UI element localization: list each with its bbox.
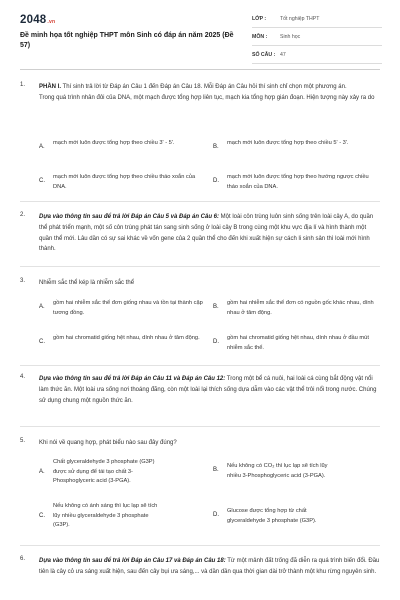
question-divider <box>20 545 380 546</box>
question-divider <box>20 365 380 366</box>
meta-key: MÔN : <box>252 33 268 40</box>
option-line: Nếu không có CO₂ thì lục lạp sẽ tích lũy <box>227 463 328 469</box>
document-title: Đề minh họa tốt nghiệp THPT môn Sinh có đáp án năm 2025 (Đề 57) <box>20 32 234 49</box>
option-text: gồm hai nhiễm sắc thể đơn giống nhau và tồn tại thành cặp tương đồng. <box>53 300 203 316</box>
option-line: (G3P). <box>53 522 70 528</box>
question-number: 2. <box>20 212 26 218</box>
option-letter: D. <box>213 339 219 345</box>
header-divider <box>20 69 380 70</box>
meta-key: LỚP : <box>252 15 267 22</box>
question-text <box>39 374 380 406</box>
document-header <box>0 0 400 68</box>
option-letter: A. <box>39 468 45 475</box>
meta-value: 47 <box>280 51 286 58</box>
question-number: 1. <box>20 82 26 88</box>
meta-key: SỐ CÂU : <box>252 51 276 58</box>
question-number: 3. <box>20 278 26 284</box>
option-line: được sử dụng để tái tạo chất 3- <box>53 468 133 475</box>
option-letter: C. <box>39 178 45 184</box>
option-text: mạch mới luôn được tổng hợp theo chiều tháo xoắn của DNA. <box>53 174 196 190</box>
option-line: Chất glyceraldehyde 3 phosphate (G3P) <box>53 459 155 465</box>
option-letter: D. <box>213 178 219 184</box>
question-text <box>39 212 380 255</box>
logo-text: 2048 <box>20 14 47 26</box>
option-line: Phosphoglyceric acid (3-PGA). <box>53 478 131 484</box>
question-3 <box>20 278 382 368</box>
option-text: mạch mới luôn được tổng hợp theo hướng ngược chiều tháo xoắn của DNA. <box>227 174 369 190</box>
question-divider <box>20 266 380 267</box>
question-5 <box>20 438 382 548</box>
question-1 <box>20 82 382 200</box>
question-stem: Trong quá trình nhân đôi của DNA, một mạch được tổng hợp liên tục, mạch kia tổng hợp gián đoạn. Hiện tượng này xảy ra do <box>39 94 375 101</box>
question-number: 4. <box>20 374 26 380</box>
question-divider <box>20 201 380 202</box>
question-lead: Dựa vào thông tin sau để trả lời Đáp án Câu 11 và Đáp án Câu 12: <box>39 376 226 382</box>
question-stem: Khi nói về quang hợp, phát biểu nào sau đây đúng? <box>39 440 177 446</box>
question-text <box>39 82 380 104</box>
option-line: Glucose được tổng hợp từ chất <box>227 508 307 514</box>
question-text <box>39 438 380 449</box>
question-body: Từ một mảnh đất trống đã diễn ra quá trình biến đổi. Đầu tiên là cây cỏ ưa sáng xuất hiện, sau đến cây bụi ưa sáng,... và dần dần qua thời gian dài trở thành một khu rừng nguyên sinh. <box>39 558 380 575</box>
option-line: Nếu không có ánh sáng thì lục lạp sẽ tích <box>53 503 158 509</box>
option-text: gồm hai chromatid giống hệt nhau, dính nhau ở đầu mút nhiễm sắc thể. <box>227 335 369 351</box>
meta-row-subject <box>252 28 382 46</box>
part-label: PHẦN I. <box>39 84 62 90</box>
option-letter: D. <box>213 512 219 518</box>
question-lead: Dựa vào thông tin sau để trả lời Đáp án Câu 17 và Đáp án Câu 18: <box>39 558 226 564</box>
meta-table <box>252 10 382 64</box>
question-divider <box>20 426 380 427</box>
question-lead: Dựa vào thông tin sau để trả lời Đáp án Câu 5 và Đáp án Câu 6: <box>39 214 220 220</box>
question-number: 5. <box>20 438 26 444</box>
option-letter: B. <box>213 304 219 310</box>
option-letter: A. <box>39 144 45 150</box>
option-text <box>53 458 208 487</box>
option-letter: B. <box>213 144 219 150</box>
option-text: gồm hai chromatid giống hệt nhau, dính nhau ở tâm động. <box>53 335 200 341</box>
logo-suffix: .vn <box>47 19 56 25</box>
meta-row-class <box>252 10 382 28</box>
option-line: lũy nhiều glyceraldehyde 3 phosphate <box>53 512 149 519</box>
question-body: Một loài côn trùng luôn sinh sống trên loài cây A, do quần thể phát triển mạnh, một số côn trùng phát tán sang sinh sống ở loài cây B trong cùng một khu vực địa lí và hình thành một quần thể mới. Lâu dần có sự sai khác về vốn gene của 2 quần thể cho đến khi xuất hiện sự cách li sinh sản thì loài mới hình thành. <box>39 214 374 253</box>
option-line: glyceraldehyde 3 phosphate (G3P). <box>227 517 317 524</box>
option-text: gồm hai nhiễm sắc thể đơn có nguồn gốc khác nhau, dính nhau ở tâm động. <box>227 300 374 316</box>
meta-value: Sinh học <box>280 33 301 40</box>
part-instruction: Thí sinh trả lời từ Đáp án Câu 1 đến Đáp án Câu 18. Mỗi Đáp án Câu hỏi thí sinh chỉ chọn một phương án. <box>61 84 347 90</box>
option-letter: A. <box>39 304 45 310</box>
question-6 <box>20 556 382 598</box>
option-text: mạch mới luôn được tổng hợp theo chiều 5' - 3'. <box>227 140 349 146</box>
option-line: nhiều 3-Phosphoglyceric acid (3-PGA). <box>227 472 326 479</box>
question-stem: Nhiễm sắc thể kép là nhiễm sắc thể <box>39 280 135 286</box>
question-body: Trong một bể cá nuôi, hai loài cá cùng bắt động vật nổi làm thức ăn. Một loài ưa sống nơi thoáng đãng, còn một loài lại thích sống dựa dẫm vào các vật thể trôi nổi trong nước. Chúng sử dụng chung một nguồn thức ăn. <box>39 376 377 404</box>
question-text <box>39 278 380 289</box>
site-logo[interactable] <box>20 14 55 26</box>
option-text <box>53 502 208 531</box>
option-text: mạch mới luôn được tổng hợp theo chiều 3' - 5'. <box>53 140 175 146</box>
option-letter: C. <box>39 339 45 345</box>
meta-value: Tốt nghiệp THPT <box>280 15 320 22</box>
question-number: 6. <box>20 556 26 562</box>
option-text <box>227 507 379 526</box>
meta-row-count <box>252 46 382 64</box>
question-text <box>39 556 380 578</box>
question-2 <box>20 212 382 272</box>
option-text <box>227 462 379 481</box>
option-letter: B. <box>213 467 219 473</box>
question-4 <box>20 374 382 426</box>
option-letter: C. <box>39 512 45 519</box>
